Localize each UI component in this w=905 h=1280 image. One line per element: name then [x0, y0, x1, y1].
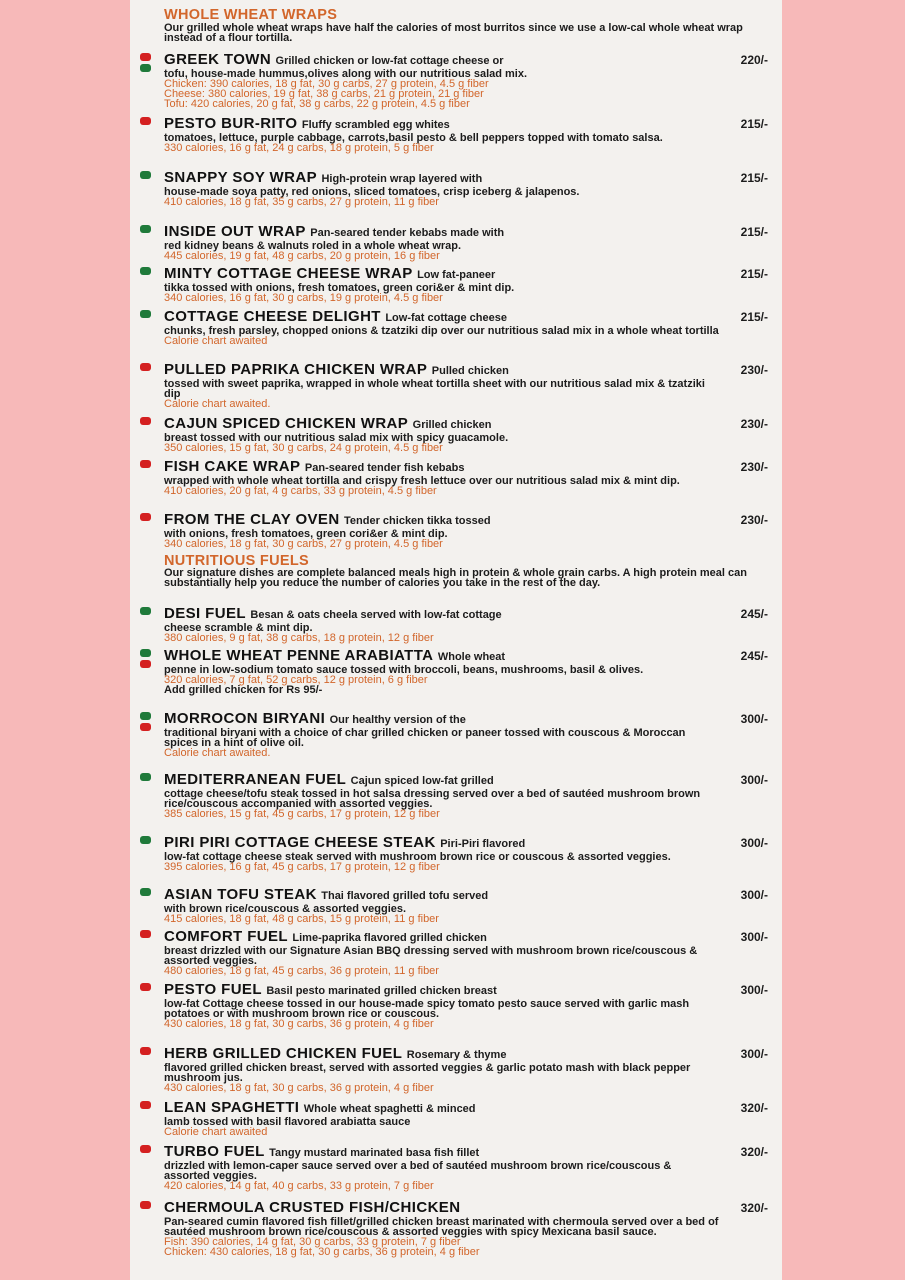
- menu-item: [140, 512, 778, 549]
- item-name: TURBO FUEL: [164, 1144, 265, 1160]
- item-desc-more: low-fat cottage cheese steak served with mushroom brown rice or couscous & assorted veggies.: [164, 851, 671, 863]
- item-addon: Add grilled chicken for Rs 95/-: [164, 684, 323, 696]
- diet-markers: [140, 712, 156, 734]
- diet-markers: [140, 417, 156, 428]
- diet-markers: [140, 1101, 156, 1112]
- item-price: 245/-: [740, 649, 768, 663]
- item-price: 230/-: [740, 417, 768, 431]
- item-desc-more: wrapped with whole wheat tortilla and crispy fresh lettuce over our nutritious salad mix & mint dip.: [164, 475, 680, 487]
- item-calories: 430 calories, 18 g fat, 30 g carbs, 36 g protein, 4 g fiber: [164, 1018, 434, 1030]
- item-calories: 350 calories, 15 g fat, 30 g carbs, 24 g protein, 4.5 g fiber: [164, 442, 443, 454]
- item-price: 230/-: [740, 460, 768, 474]
- menu-item: [140, 416, 778, 453]
- item-desc: Thai flavored grilled tofu served: [321, 890, 489, 902]
- diet-markers: [140, 888, 156, 899]
- item-price: 300/-: [740, 983, 768, 997]
- item-calories: 340 calories, 16 g fat, 30 g carbs, 19 g protein, 4.5 g fiber: [164, 292, 443, 304]
- veg-marker-icon: [140, 836, 151, 844]
- item-desc-more: drizzled with lemon-caper sauce served over a bed of sautéed mushroom brown rice/couscous & assorted veggies.: [164, 1160, 672, 1182]
- item-name: HERB GRILLED CHICKEN FUEL: [164, 1046, 403, 1062]
- non-veg-marker-icon: [140, 1145, 151, 1153]
- item-price: 320/-: [740, 1145, 768, 1159]
- item-calories: 320 calories, 7 g fat, 52 g carbs, 12 g protein, 6 g fiber: [164, 674, 428, 686]
- item-price: 215/-: [740, 171, 768, 185]
- diet-markers: [140, 649, 156, 671]
- item-desc: Low-fat cottage cheese: [385, 312, 507, 324]
- item-price: 245/-: [740, 607, 768, 621]
- diet-markers: [140, 773, 156, 784]
- menu-item: [140, 52, 778, 109]
- menu-item: [140, 1046, 778, 1093]
- item-calories: 330 calories, 16 g fat, 24 g carbs, 18 g protein, 5 g fiber: [164, 142, 434, 154]
- menu-item: [140, 459, 778, 496]
- item-desc: Grilled chicken or low-fat cottage cheese or: [275, 55, 504, 67]
- item-price: 215/-: [740, 310, 768, 324]
- item-name: FISH CAKE WRAP: [164, 459, 301, 475]
- item-calories: 480 calories, 18 g fat, 45 g carbs, 36 g protein, 11 g fiber: [164, 965, 439, 977]
- item-name: LEAN SPAGHETTI: [164, 1100, 300, 1116]
- menu-item: [140, 711, 778, 758]
- item-price: 215/-: [740, 117, 768, 131]
- item-name: GREEK TOWN: [164, 52, 272, 68]
- item-name: SNAPPY SOY WRAP: [164, 170, 317, 186]
- veg-marker-icon: [140, 649, 151, 657]
- item-desc: Pulled chicken: [431, 365, 509, 377]
- veg-marker-icon: [140, 171, 151, 179]
- item-desc: Pan-seared tender kebabs made with: [310, 227, 505, 239]
- item-calories: 410 calories, 18 g fat, 35 g carbs, 27 g protein, 11 g fiber: [164, 196, 439, 208]
- item-name: PESTO BUR-RITO: [164, 116, 298, 132]
- menu-item: [140, 772, 778, 819]
- non-veg-marker-icon: [140, 930, 151, 938]
- item-calories: 380 calories, 9 g fat, 38 g carbs, 18 g protein, 12 g fiber: [164, 632, 434, 644]
- item-desc-more: breast tossed with our nutritious salad mix with spicy guacamole.: [164, 432, 509, 444]
- item-name: MINTY COTTAGE CHEESE WRAP: [164, 266, 413, 282]
- item-calories: 395 calories, 16 g fat, 45 g carbs, 17 g protein, 12 g fiber: [164, 861, 440, 873]
- menu-item: [140, 982, 778, 1029]
- item-calories: 385 calories, 15 g fat, 45 g carbs, 17 g protein, 12 g fiber: [164, 808, 440, 820]
- veg-marker-icon: [140, 64, 151, 72]
- item-desc-more: breast drizzled with our Signature Asian BBQ dressing served with mushroom brown rice/couscous & assorted veggies.: [164, 945, 698, 967]
- diet-markers: [140, 117, 156, 128]
- non-veg-marker-icon: [140, 53, 151, 61]
- item-desc-more: tossed with sweet paprika, wrapped in whole wheat tortilla sheet with our nutritious salad mix & tzatziki dip: [164, 378, 705, 400]
- item-name: WHOLE WHEAT PENNE ARABIATTA: [164, 648, 434, 664]
- diet-markers: [140, 53, 156, 75]
- diet-markers: [140, 607, 156, 618]
- item-name: ASIAN TOFU STEAK: [164, 887, 317, 903]
- veg-marker-icon: [140, 607, 151, 615]
- non-veg-marker-icon: [140, 983, 151, 991]
- item-desc-more: penne in low-sodium tomato sauce tossed with broccoli, beans, mushrooms, basil & olives.: [164, 664, 644, 676]
- item-desc-more: with onions, fresh tomatoes, green cori&er & mint dip.: [164, 528, 448, 540]
- item-calories: Chicken: 390 calories, 18 g fat, 30 g carbs, 27 g protein, 4.5 g fiber: [164, 78, 489, 90]
- item-desc-more: tofu, house-made hummus,olives along with our nutritious salad mix.: [164, 68, 528, 80]
- item-desc: Whole wheat spaghetti & minced: [303, 1103, 476, 1115]
- item-calories: Tofu: 420 calories, 20 g fat, 38 g carbs, 22 g protein, 4.5 g fiber: [164, 98, 470, 110]
- item-name: CHERMOULA CRUSTED FISH/CHICKEN: [164, 1200, 461, 1216]
- item-desc: Piri-Piri flavored: [440, 838, 526, 850]
- diet-markers: [140, 1145, 156, 1156]
- item-desc: Grilled chicken: [412, 419, 492, 431]
- section-title-wraps: WHOLE WHEAT WRAPS: [164, 7, 338, 23]
- item-desc: Tangy mustard marinated basa fish fillet: [269, 1147, 480, 1159]
- menu-item: [140, 362, 778, 409]
- diet-markers: [140, 930, 156, 941]
- menu-item: [140, 648, 778, 695]
- item-desc: Fluffy scrambled egg whites: [301, 119, 450, 131]
- item-desc-more: chunks, fresh parsley, chopped onions & tzatziki dip over our nutritious salad mix in a whole wheat tortilla: [164, 325, 719, 337]
- menu-item: [140, 1100, 778, 1137]
- item-desc-more: with brown rice/couscous & assorted veggies.: [164, 903, 407, 915]
- non-veg-marker-icon: [140, 363, 151, 371]
- diet-markers: [140, 225, 156, 236]
- item-desc: Low fat-paneer: [417, 269, 496, 281]
- diet-markers: [140, 836, 156, 847]
- item-price: 300/-: [740, 888, 768, 902]
- diet-markers: [140, 1201, 156, 1212]
- item-name: PULLED PAPRIKA CHICKEN WRAP: [164, 362, 428, 378]
- veg-marker-icon: [140, 310, 151, 318]
- item-desc-more: Pan-seared cumin flavored fish fillet/grilled chicken breast marinated with chermoula served over a bed of sautéed mushroom brown rice/couscous & assorted veggies with spicy Mexicana basil sauce.: [164, 1216, 719, 1238]
- diet-markers: [140, 1047, 156, 1058]
- item-price: 220/-: [740, 53, 768, 67]
- item-price: 300/-: [740, 836, 768, 850]
- veg-marker-icon: [140, 773, 151, 781]
- item-price: 230/-: [740, 513, 768, 527]
- item-calories: Fish: 390 calories, 14 g fat, 30 g carbs, 33 g protein, 7 g fiber: [164, 1236, 461, 1248]
- item-calories: Calorie chart awaited.: [164, 398, 271, 410]
- menu-item: [140, 266, 778, 303]
- non-veg-marker-icon: [140, 1101, 151, 1109]
- item-price: 215/-: [740, 267, 768, 281]
- section-intro-wraps: Our grilled whole wheat wraps have half the calories of most burritos since we use a low-cal whole wheat wrap instead of a flour tortilla.: [164, 22, 743, 44]
- menu-item: [140, 887, 778, 924]
- item-desc-more: flavored grilled chicken breast, served with assorted veggies & garlic potato mash with black pepper mushroom jus.: [164, 1062, 691, 1084]
- item-calories: Calorie chart awaited: [164, 1126, 268, 1138]
- menu-item: [140, 835, 778, 872]
- diet-markers: [140, 460, 156, 471]
- veg-marker-icon: [140, 888, 151, 896]
- item-name: DESI FUEL: [164, 606, 246, 622]
- section-intro-fuels: Our signature dishes are complete balanced meals high in protein & whole grain carbs. A high protein meal can substantially help you reduce the number of calories you take in the rest of the day.: [164, 567, 747, 589]
- menu-card: [130, 0, 782, 1280]
- item-name: COTTAGE CHEESE DELIGHT: [164, 309, 381, 325]
- item-price: 300/-: [740, 773, 768, 787]
- menu-item: [140, 929, 778, 976]
- item-calories: 415 calories, 18 g fat, 48 g carbs, 15 g protein, 11 g fiber: [164, 913, 439, 925]
- non-veg-marker-icon: [140, 1201, 151, 1209]
- item-name: PESTO FUEL: [164, 982, 262, 998]
- item-name: COMFORT FUEL: [164, 929, 288, 945]
- item-desc-more: cheese scramble & mint dip.: [164, 622, 313, 634]
- item-calories: Calorie chart awaited.: [164, 747, 271, 759]
- item-desc-more: tikka tossed with onions, fresh tomatoes, green cori&er & mint dip.: [164, 282, 515, 294]
- item-calories: Calorie chart awaited: [164, 335, 268, 347]
- item-desc: Lime-paprika flavored grilled chicken: [292, 932, 487, 944]
- veg-marker-icon: [140, 225, 151, 233]
- item-desc-more: traditional biryani with a choice of char grilled chicken or paneer tossed with couscous & Moroccan spices in a hint of olive oil.: [164, 727, 686, 749]
- item-desc: Tender chicken tikka tossed: [344, 515, 491, 527]
- non-veg-marker-icon: [140, 660, 151, 668]
- veg-marker-icon: [140, 267, 151, 275]
- item-desc: Our healthy version of the: [329, 714, 466, 726]
- item-desc: Cajun spiced low-fat grilled: [350, 775, 494, 787]
- item-calories: 420 calories, 14 g fat, 40 g carbs, 33 g protein, 7 g fiber: [164, 1180, 434, 1192]
- item-desc-more: low-fat Cottage cheese tossed in our house-made spicy tomato pesto sauce served with garlic mash potatoes or with mushroom brown rice or couscous.: [164, 998, 690, 1020]
- item-desc: Basil pesto marinated grilled chicken breast: [266, 985, 497, 997]
- non-veg-marker-icon: [140, 723, 151, 731]
- non-veg-marker-icon: [140, 1047, 151, 1055]
- item-price: 300/-: [740, 930, 768, 944]
- item-desc-more: cottage cheese/tofu steak tossed in hot salsa dressing served over a bed of sautéed mushroom brown rice/couscous accompanied with assorted veggies.: [164, 788, 701, 810]
- menu-item: [140, 1200, 778, 1257]
- non-veg-marker-icon: [140, 417, 151, 425]
- item-name: FROM THE CLAY OVEN: [164, 512, 340, 528]
- item-name: INSIDE OUT WRAP: [164, 224, 306, 240]
- item-calories: Cheese: 380 calories, 19 g fat, 38 g carbs, 21 g protein, 21 g fiber: [164, 88, 484, 100]
- diet-markers: [140, 310, 156, 321]
- item-calories: 410 calories, 20 g fat, 4 g carbs, 33 g protein, 4.5 g fiber: [164, 485, 437, 497]
- item-price: 230/-: [740, 363, 768, 377]
- item-calories: 430 calories, 18 g fat, 30 g carbs, 36 g protein, 4 g fiber: [164, 1082, 434, 1094]
- diet-markers: [140, 171, 156, 182]
- non-veg-marker-icon: [140, 513, 151, 521]
- item-desc-more: house-made soya patty, red onions, sliced tomatoes, crisp iceberg & jalapenos.: [164, 186, 580, 198]
- item-desc: High-protein wrap layered with: [321, 173, 483, 185]
- item-price: 300/-: [740, 712, 768, 726]
- item-calories: 340 calories, 18 g fat, 30 g carbs, 27 g protein, 4.5 g fiber: [164, 538, 443, 550]
- item-name: MEDITERRANEAN FUEL: [164, 772, 347, 788]
- non-veg-marker-icon: [140, 460, 151, 468]
- menu-item: [140, 1144, 778, 1191]
- item-name: PIRI PIRI COTTAGE CHEESE STEAK: [164, 835, 436, 851]
- non-veg-marker-icon: [140, 117, 151, 125]
- item-price: 300/-: [740, 1047, 768, 1061]
- item-desc: Rosemary & thyme: [406, 1049, 507, 1061]
- menu-item: [140, 224, 778, 261]
- veg-marker-icon: [140, 712, 151, 720]
- item-calories: Chicken: 430 calories, 18 g fat, 30 g carbs, 36 g protein, 4 g fiber: [164, 1246, 480, 1258]
- item-desc: Besan & oats cheela served with low-fat cottage: [250, 609, 502, 621]
- item-price: 215/-: [740, 225, 768, 239]
- item-desc-more: lamb tossed with basil flavored arabiatta sauce: [164, 1116, 411, 1128]
- item-price: 320/-: [740, 1201, 768, 1215]
- item-desc: Whole wheat: [437, 651, 506, 663]
- diet-markers: [140, 363, 156, 374]
- section-title-fuels: NUTRITIOUS FUELS: [164, 553, 309, 569]
- item-calories: 445 calories, 19 g fat, 48 g carbs, 20 g protein, 16 g fiber: [164, 250, 440, 262]
- diet-markers: [140, 513, 156, 524]
- menu-item: [140, 116, 778, 153]
- diet-markers: [140, 267, 156, 278]
- item-price: 320/-: [740, 1101, 768, 1115]
- item-name: CAJUN SPICED CHICKEN WRAP: [164, 416, 409, 432]
- item-desc: Pan-seared tender fish kebabs: [304, 462, 465, 474]
- item-desc-more: red kidney beans & walnuts roled in a whole wheat wrap.: [164, 240, 462, 252]
- menu-item: [140, 170, 778, 207]
- diet-markers: [140, 983, 156, 994]
- item-desc-more: tomatoes, lettuce, purple cabbage, carrots,basil pesto & bell peppers topped with tomato salsa.: [164, 132, 663, 144]
- menu-item: [140, 309, 778, 346]
- item-name: MORROCON BIRYANI: [164, 711, 326, 727]
- menu-item: [140, 606, 778, 643]
